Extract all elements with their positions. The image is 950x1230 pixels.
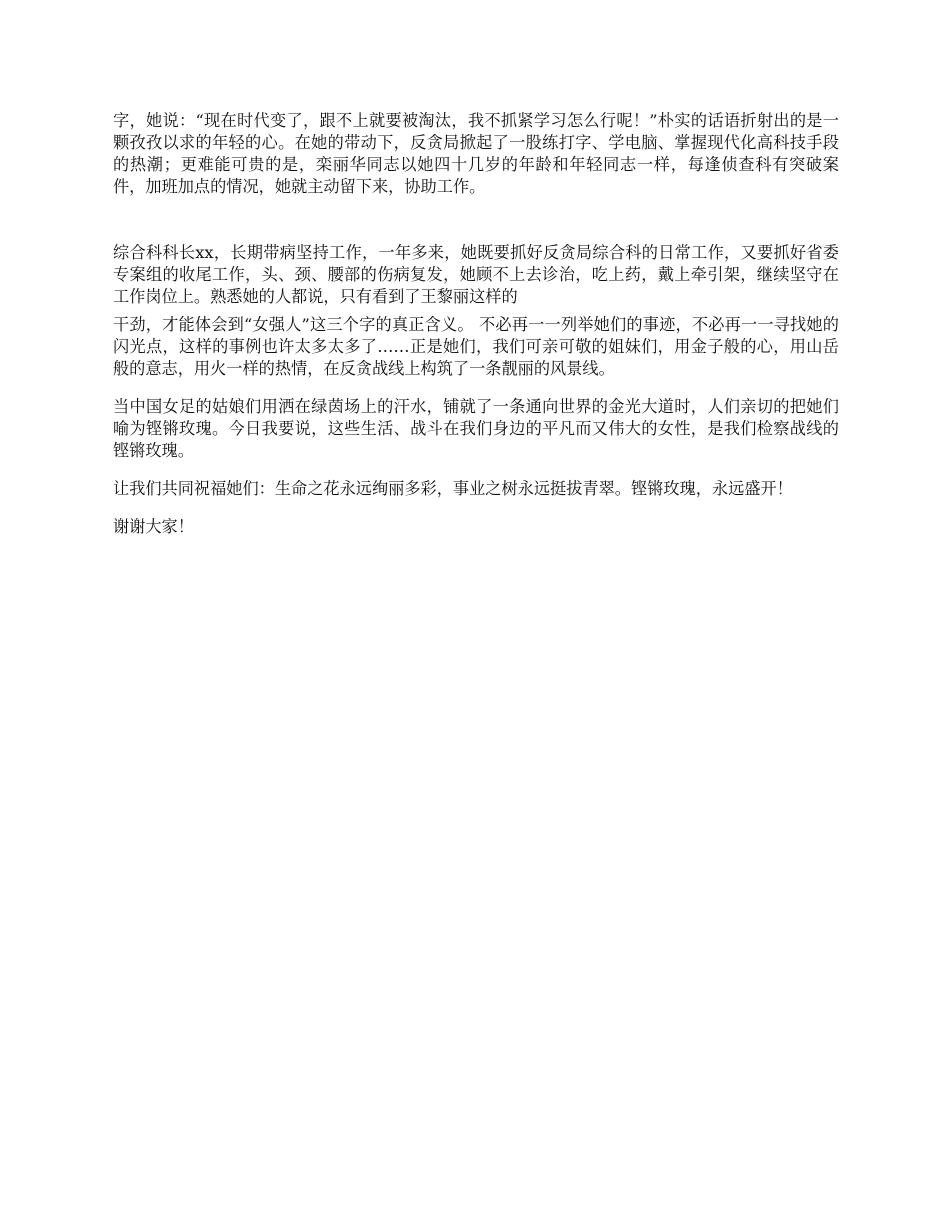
document-page	[113, 110, 839, 538]
paragraph-6: 谢谢大家！	[113, 517, 194, 536]
paragraph-1: 字，她说：“现在时代变了，跟不上就要被淘汰，我不抓紧学习怎么行呢！”朴实的话语折射出的是一颗孜孜以求的年轻的心。在她的带动下，反贪局掀起了一股练打字、学电脑、掌握现代化高科技手段的热潮；更难能可贵的是，栾丽华同志以她四十几岁的年龄和年轻同志一样，每逢侦查科有突破案件，加班加点的情况，她就主动留下来，协助工作。	[113, 111, 839, 196]
paragraph-2: 综合科科长xx，长期带病坚持工作，一年多来，她既要抓好反贪局综合科的日常工作，又要抓好省委专案组的收尾工作，头、颈、腰部的伤病复发，她顾不上去诊治，吃上药，戴上牵引架，继续坚守在工作岗位上。熟悉她的人都说，只有看到了王黎丽这样的	[113, 243, 839, 306]
paragraph-3: 干劲，才能体会到“女强人”这三个字的真正含义。 不必再一一列举她们的事迹，不必再一一寻找她的闪光点，这样的事例也许太多太多了……正是她们，我们可亲可敬的姐妹们，用金子般的心，用山岳般的意志，用火一样的热情，在反贪战线上构筑了一条靓丽的风景线。	[113, 315, 839, 378]
paragraph-5: 让我们共同祝福她们：生命之花永远绚丽多彩，事业之树永远挺拔青翠。铿锵玫瑰，永远盛开！	[113, 479, 793, 498]
paragraph-4: 当中国女足的姑娘们用洒在绿茵场上的汗水，铺就了一条通向世界的金光大道时，人们亲切的把她们喻为铿锵玫瑰。今日我要说，这些生活、战斗在我们身边的平凡而又伟大的女性，是我们检察战线的铿锵玫瑰。	[113, 397, 839, 460]
